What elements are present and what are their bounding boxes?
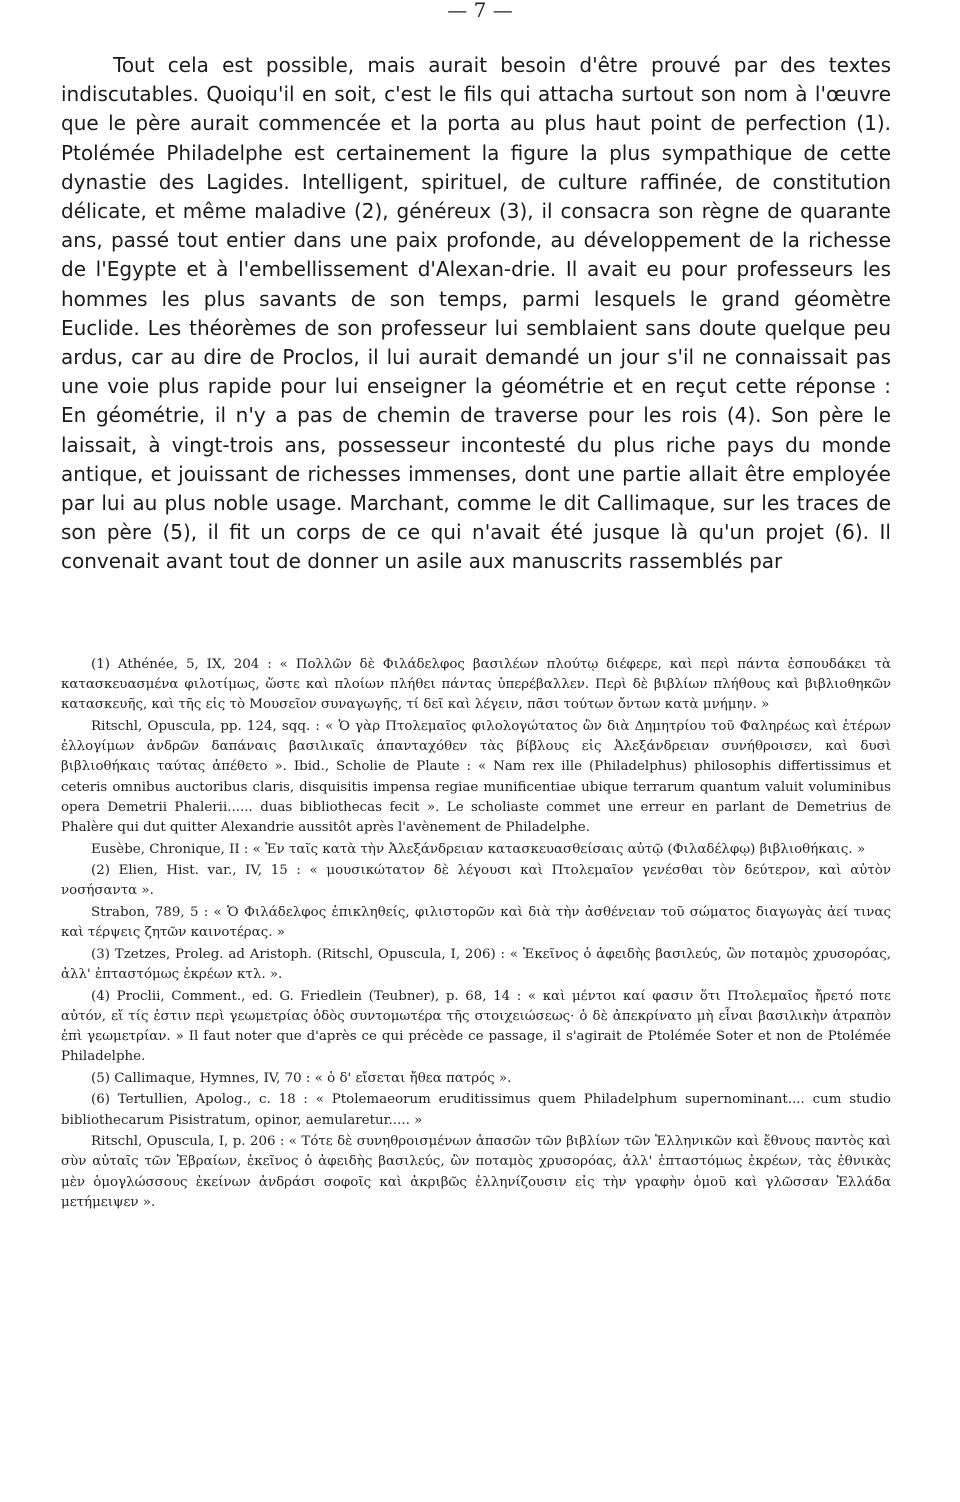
footnote-1-eusebe: Eusèbe, Chronique, II : « Ἐν ταῖς κατὰ τὴν Ἀλεξάνδρειαν κατασκευασθείσαις αὐτῷ (Φιλαδέλφῳ) βιβλιοθήκαις. » <box>91 841 866 857</box>
footnotes <box>61 655 891 1213</box>
body-paragraph: Tout cela est possible, mais aurait besoin d'être prouvé par des textes indiscutables. Quoiqu'il en soit, c'est le fils qui attacha surtout son nom à l'œuvre que le père aurait commencée et la porta au plus haut point de perfection (1). Ptolémée Philadelphe est certainement la figure la plus sympathique de cette dynastie des Lagides. Intelligent, spirituel, de culture raffinée, de constitution délicate, et même maladive (2), généreux (3), il consacra son règne de quarante ans, passé tout entier dans une paix profonde, au développement de la richesse de l'Egypte et à l'embellissement d'Alexan-drie. Il avait eu pour professeurs les hommes les plus savants de son temps, parmi lesquels le grand géomètre Euclide. Les théorèmes de son professeur lui semblaient sans doute quelque peu ardus, car au dire de Proclos, il lui aurait demandé un jour s'il ne connaissait pas une voie plus rapide pour lui enseigner la géométrie et en reçut cette réponse : En géométrie, il n'y a pas de chemin de traverse pour les rois (4). Son père le laissait, à vingt-trois ans, possesseur incontesté du plus riche pays du monde antique, et jouissant de richesses immenses, dont une partie allait être employée par lui au plus noble usage. Marchant, comme le dit Callimaque, sur les traces de son père (5), il fit un corps de ce qui n'avait été jusque là qu'un projet (6). Il convenait avant tout de donner un asile aux manuscrits rassemblés par <box>61 53 891 574</box>
footnote-6-ritschl: Ritschl, Opuscula, I, p. 206 : « Τότε δὲ συνηθροισμένων ἁπασῶν τῶν βιβλίων τῶν Ἑλληνικῶν καὶ ἔθνους παντὸς καὶ σὺν αὐταῖς τῶν Ἑβραίων, ἐκεῖνος ὁ ἀφειδὴς βασιλεύς, ὢν ποταμὸς χρυσορόας, ἀλλ' ἐπταστόμως ἐκρέων, τὰς ἐθνικὰς μὲν ὁμογλώσσους ἐκείνων ἀνδράσι σοφοῖς καὶ ἀκριβῶς ἑλληνίζουσιν εἰς τὴν γραφὴν ὁμοῦ καὶ γλῶσσαν Ἑλλάδα μετήμειψεν ». <box>61 1134 891 1210</box>
page-number: — 7 — <box>447 0 513 22</box>
footnote-3: (3) Tzetzes, Proleg. ad Aristoph. (Ritschl, Opuscula, I, 206) : « Ἐκεῖνος ὁ ἀφειδὴς βασιλεύς, ὢν ποταμὸς χρυσορόας, ἀλλ' ἐπταστόμως ἐκρέων κτλ. ». <box>61 946 891 982</box>
footnote-2-strabon: Strabon, 789, 5 : « Ὁ Φιλάδελφος ἐπικληθείς, φιλιστορῶν καὶ διὰ τὴν ἀσθένειαν τοῦ σώματος διαγωγὰς ἀεί τινας καὶ τέρψεις ζητῶν καινοτέρας. » <box>61 905 891 941</box>
footnote-1-ritschl: Ritschl, Opuscula, pp. 124, sqq. : « Ὁ γὰρ Πτολεμαῖος φιλολογώτατος ὢν διὰ Δημητρίου τοῦ Φαληρέως καὶ ἑτέρων ἐλλογίμων ἀνδρῶν δαπάναις βασιλικαῖς ἁπανταχόθεν τὰς βίβλους εἰς Ἀλεξάνδρειαν συνήθροισεν, καὶ δυσὶ βιβλιοθήκαις ταύτας ἀπέθετο ». Ibid., Scholie de Plaute : « Nam rex ille (Philadelphus) philosophis differtissimus et ceteris omnibus auctoribus claris, disquisitis impensa regiae munificentiae ubique terrarum quantum valuit voluminibus opera Demetrii Phalerii...... duas bibliothecas fecit ». Le scholiaste commet une erreur en parlant de Demetrius de Phalère qui dut quitter Alexandrie aussitôt après l'avènement de Philadelphe. <box>61 719 891 836</box>
footnote-6: (6) Tertullien, Apolog., c. 18 : « Ptolemaeorum eruditissimus quem Philadelphum supernominant.... cum studio bibliothecarum Pisistratum, opinor, aemularetur..... » <box>61 1092 891 1128</box>
footnote-5: (5) Callimaque, Hymnes, IV, 70 : « ὁ δ' εἴσεται ἤθεα πατρός ». <box>91 1070 512 1086</box>
footnote-2: (2) Elien, Hist. var., IV, 15 : « μουσικώτατον δὲ λέγουσι καὶ Πτολεμαῖον γενέσθαι τὸν δεύτερον, καὶ αὐτὸν νοσήσαντα ». <box>61 863 891 899</box>
footnote-4: (4) Proclii, Comment., ed. G. Friedlein (Teubner), p. 68, 14 : « καὶ μέντοι καί φασιν ὅτι Πτολεμαῖος ἤρετό ποτε αὐτόν, εἴ τίς ἐστιν περὶ γεωμετρίας ὁδὸς συντομωτέρα τῆς στοιχειώσεως· ὁ δὲ ἀπεκρίνατο μὴ εἶναι βασιλικὴν ἀτραπὸν ἐπὶ γεωμετρίαν. » Il faut noter que d'après ce qui précède ce passage, il s'agirait de Ptolémée Soter et non de Ptolémée Philadelphe. <box>61 988 891 1065</box>
footnote-1: (1) Athénée, 5, IX, 204 : « Πολλῶν δὲ Φιλάδελφος βασιλέων πλούτῳ διέφερε, καὶ περὶ πάντα ἐσπουδάκει τὰ κατασκευασμένα φιλοτίμως, ὥστε καὶ πλοίων πλήθει πάντας ὑπερέβαλλεν. Περὶ δὲ βιβλίων πλήθους καὶ βιβλιοθηκῶν κατασκευῆς, καὶ τῆς εἰς τὸ Μουσεῖον συναγωγῆς, τί δεῖ καὶ λέγειν, πᾶσι τούτων ὄντων κατὰ μνήμην. » <box>61 657 891 713</box>
